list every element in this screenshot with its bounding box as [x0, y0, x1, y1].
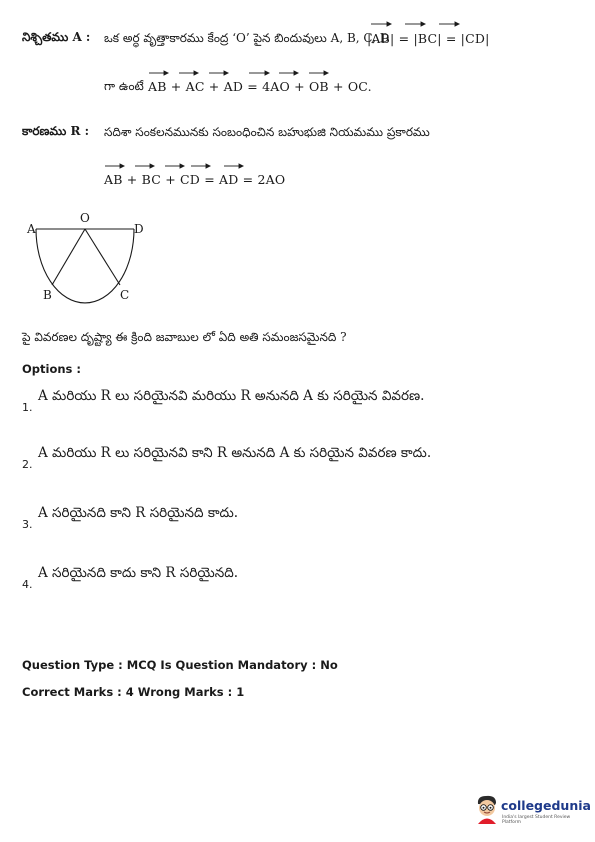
reason-equation-text: AB + BC + CD = AD = 2AO [104, 172, 286, 187]
label-d: D [134, 222, 144, 236]
segment-oc [85, 229, 120, 285]
options-heading: Options : [22, 362, 81, 376]
assertion-vector-equality [367, 31, 490, 46]
assertion-equation [148, 79, 372, 94]
option-3-text[interactable]: A సరియైనది కాని R సరియైనది కాదు. [38, 505, 239, 521]
option-1-number: 1. [22, 401, 33, 414]
option-2-text[interactable]: A మరియు R లు సరియైనవి కాని R అనునది A కు సరియైన వివరణ కాదు. [38, 445, 432, 461]
semicircle-diagram [22, 205, 152, 315]
label-c: C [120, 288, 130, 302]
option-3-number: 3. [22, 518, 33, 531]
label-a: A [27, 222, 36, 236]
reason-line-1: సదిశా సంకలనమునకు సంబంధించిన బహుభుజి నియమము ప్రకారము [104, 125, 430, 139]
equation-arrows-icon [148, 68, 338, 82]
label-b: B [43, 288, 52, 302]
reason-label: కారణము R : [22, 124, 90, 138]
mascot-icon [474, 794, 500, 826]
question-text: పై వివరణల దృష్ట్యా ఈ క్రింది జవాబుల లో ఏది అతి సమంజసమైనది ? [22, 330, 347, 344]
logo-tagline: India's largest Student Review Platform [502, 815, 571, 825]
assertion-vector-text: |AB| = |BC| = |CD| [367, 31, 490, 46]
reason-arrows-icon [104, 161, 254, 175]
option-2-number: 2. [22, 458, 33, 471]
reason-equation [104, 172, 285, 187]
collegedunia-logo [474, 792, 591, 832]
segment-ob [52, 229, 85, 285]
assertion-line-2-prefix: గా ఉంటే [104, 79, 144, 93]
assertion-line-1: ఒక అర్ధ వృత్తాకారము కేంద్ర ‘O’ పైన బిందువులు A, B, C, D [104, 31, 390, 45]
assertion-label: నిశ్చితము A : [22, 30, 91, 44]
vector-arrows-icon [367, 19, 462, 45]
question-type-line: Question Type : MCQ Is Question Mandatory : No [22, 658, 338, 672]
marks-line: Correct Marks : 4 Wrong Marks : 1 [22, 685, 245, 699]
logo-name: collegedunia [501, 798, 591, 813]
option-4-text[interactable]: A సరియైనది కాదు కాని R సరియైనది. [38, 565, 239, 581]
option-4-number: 4. [22, 578, 33, 591]
assertion-equation-text: AB + AC + AD = 4AO + OB + OC. [148, 79, 372, 94]
option-1-text[interactable]: A మరియు R లు సరియైనవి మరియు R అనునది A కు సరియైన వివరణ. [38, 388, 425, 404]
label-o: O [80, 211, 90, 225]
